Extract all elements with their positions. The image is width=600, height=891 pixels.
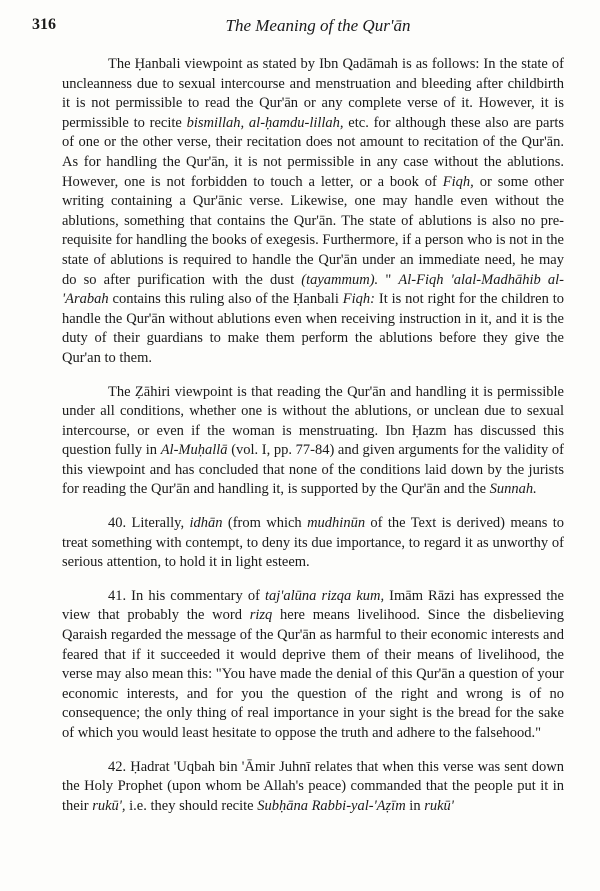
- note-41: [62, 587, 564, 744]
- text-run: contains this ruling also of the Ḥanbali: [108, 291, 343, 308]
- italic-text-run: rukū': [424, 797, 454, 814]
- text-run: Imām Rāzi has expressed the view that probably the word: [62, 587, 564, 624]
- text-run: 41. In his commentary of: [108, 587, 265, 604]
- running-title: The Meaning of the Qur'ān: [225, 16, 411, 35]
- text-run: 42. Ḥadrat 'Uqbah bin 'Āmir Juhnī relates that when this verse was sent down the Holy Prophet (upon whom be Allah's peace) commanded that the people put it in their: [62, 758, 564, 814]
- paragraph-zahiri-viewpoint: [62, 383, 564, 501]
- text-run: or some other writing containing a Qur'ānic verse. Likewise, one may handle even without the ablutions, something that contains the Qur'ān. The state of ablutions is also no pre-requisite for handling the books of exegesis. Furthermore, if a person who is not in the state of ablutions is required to handle the Qur'ān under an immediate need, he may do so after purification with the dust: [62, 173, 565, 288]
- text-run: (vol. I, pp. 77-84) and given arguments for the validity of this viewpoint and has concluded that none of the conditions laid down by the jurists for reading the Qur'ān and handling it, is supported by the Qur'ān and the: [62, 442, 564, 498]
- italic-text-run: bismillah, al-ḥamdu-lillah,: [186, 114, 344, 131]
- italic-text-run: Fiqh,: [442, 173, 474, 190]
- text-run: It is not right for the children to handle the Qur'ān without ablutions even when receiving instruction in it, and it is the duty of their guardians to make them perform the ablutions before they give the Qur'an to them.: [62, 291, 564, 366]
- italic-text-run: idhān: [189, 515, 223, 532]
- italic-text-run: (tayammum).: [301, 271, 379, 288]
- text-run: i.e. they should recite: [125, 797, 258, 814]
- text-run: (from which: [222, 515, 308, 532]
- text-run: The Ẓāhiri viewpoint is that reading the Qur'ān and handling it is permissible under all conditions, whether one is without the ablutions, or unclean due to sexual intercourse, or even if the woman is menstruating. Ibn Ḥazm has discussed this question fully in: [62, 383, 564, 459]
- text-run: here means livelihood. Since the disbelieving Qaraish regarded the message of the Qur'ān as harmful to their economic interests and feared that if it succeeded it would deprive them of their means of livelihood, the verse may also mean this: "You have made the denial of this Qur'ān a question of your economic interests, and for you the question of the right and wrong is of no consequence; the only thing of real importance in your sight is the bread for the sake of which you would least hesitate to oppose the truth and adhere to the falsehood.": [62, 607, 564, 741]
- text-run: ": [378, 271, 399, 288]
- page-body: [62, 55, 564, 830]
- page-header: [32, 16, 564, 40]
- italic-text-run: Al-Fiqh 'alal-Madhāhib al-'Arabah: [62, 271, 564, 308]
- italic-text-run: rukū',: [92, 797, 126, 814]
- italic-text-run: Subḥāna Rabbi-yal-'Aẓīm: [257, 797, 406, 814]
- text-run: etc. for although these also are parts of one or the other verse, their recitation does not amount to recitation of the Qur'ān. As for handling the Qur'ān, it is not permissible in any case without the ablutions. However, one is not forbidden to touch a letter, or a book of: [62, 114, 564, 190]
- italic-text-run: mudhinūn: [307, 515, 366, 532]
- page-number: 316: [32, 16, 56, 33]
- note-42: [62, 758, 564, 817]
- text-run: of the Text is derived) means to treat something with contempt, to deny its due importance, to regard it as unworthy of serious attention, to hold it in light esteem.: [62, 515, 565, 571]
- text-run: 40. Literally,: [108, 515, 190, 532]
- text-run: in: [405, 797, 425, 814]
- italic-text-run: Al-Muḥallā: [160, 442, 228, 459]
- italic-text-run: Fiqh:: [342, 291, 375, 308]
- paragraph-hanbali-viewpoint: [62, 55, 564, 369]
- italic-text-run: Sunnah.: [489, 481, 537, 498]
- note-40: [62, 514, 564, 573]
- text-run: The Ḥanbali viewpoint as stated by Ibn Qadāmah is as follows: In the state of uncleanness due to sexual intercourse and menstruation and bleeding after childbirth it is not permissible to read the Qur'ān or any complete verse of it. However, it is permissible to recite: [62, 56, 564, 131]
- italic-text-run: rizq: [249, 607, 273, 624]
- italic-text-run: taj'alūna rizqa kum,: [264, 587, 385, 604]
